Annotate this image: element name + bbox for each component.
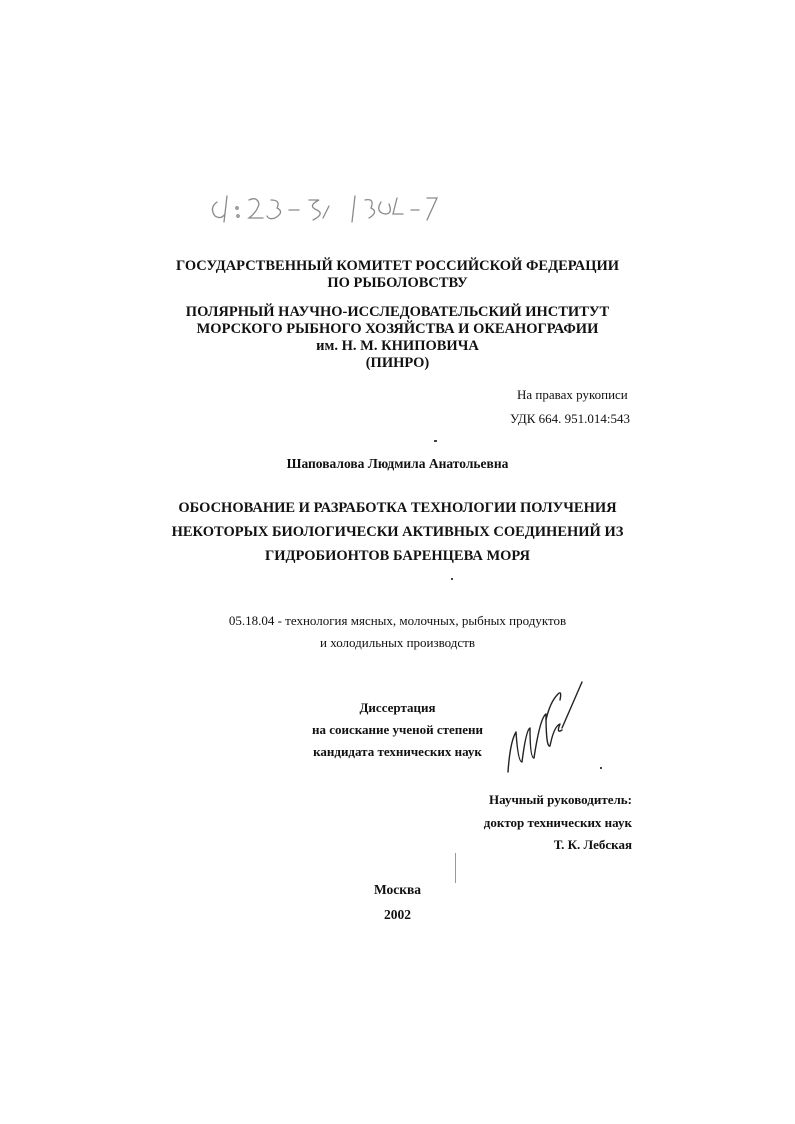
degree-line: Диссертация (359, 700, 436, 715)
advisor-name: Т. К. Лебская (553, 837, 632, 852)
scan-line (455, 853, 456, 883)
author-name: Шаповалова Людмила Анатольевна (286, 456, 509, 471)
city: Москва (373, 882, 422, 897)
institute-line: МОРСКОГО РЫБНОГО ХОЗЯЙСТВА И ОКЕАНОГРАФИИ (196, 321, 599, 337)
dissertation-degree (0, 697, 795, 763)
committee-line: ГОСУДАРСТВЕННЫЙ КОМИТЕТ РОССИЙСКОЙ ФЕДЕРАЦИИ (175, 258, 620, 274)
dissertation-title (0, 496, 795, 568)
scan-speck (600, 767, 602, 769)
handwritten-archive-number (205, 188, 465, 228)
advisor-degree: доктор технических наук (483, 815, 632, 830)
institute-line: (ПИНРО) (365, 355, 430, 371)
degree-line: кандидата технических наук (313, 744, 482, 759)
title-line: ГИДРОБИОНТОВ БАРЕНЦЕВА МОРЯ (264, 548, 531, 564)
committee-heading (0, 258, 795, 292)
author-signature (500, 680, 590, 780)
specialty-line: 05.18.04 - технология мясных, молочных, рыбных продуктов (228, 613, 567, 628)
title-line: ОБОСНОВАНИЕ И РАЗРАБОТКА ТЕХНОЛОГИИ ПОЛУЧЕНИЯ (178, 500, 617, 516)
institute-line: ПОЛЯРНЫЙ НАУЧНО-ИССЛЕДОВАТЕЛЬСКИЙ ИНСТИТУТ (185, 304, 610, 320)
advisor-label: Научный руководитель: (489, 792, 632, 807)
institute-heading (0, 304, 795, 372)
title-line: НЕКОТОРЫХ БИОЛОГИЧЕСКИ АКТИВНЫХ СОЕДИНЕНИЙ ИЗ (171, 524, 624, 540)
manuscript-rights-note: На правах рукописи (517, 387, 628, 402)
udk-code: УДК 664. 951.014:543 (510, 411, 631, 426)
scan-speck (434, 440, 437, 442)
specialty-line: и холодильных производств (319, 635, 475, 650)
specialty-code (0, 610, 795, 654)
degree-line: на соискание ученой степени (311, 722, 484, 737)
committee-line: ПО РЫБОЛОВСТВУ (327, 275, 468, 291)
scan-speck (451, 578, 453, 580)
year: 2002 (384, 907, 411, 922)
institute-line: им. Н. М. КНИПОВИЧА (316, 338, 479, 354)
